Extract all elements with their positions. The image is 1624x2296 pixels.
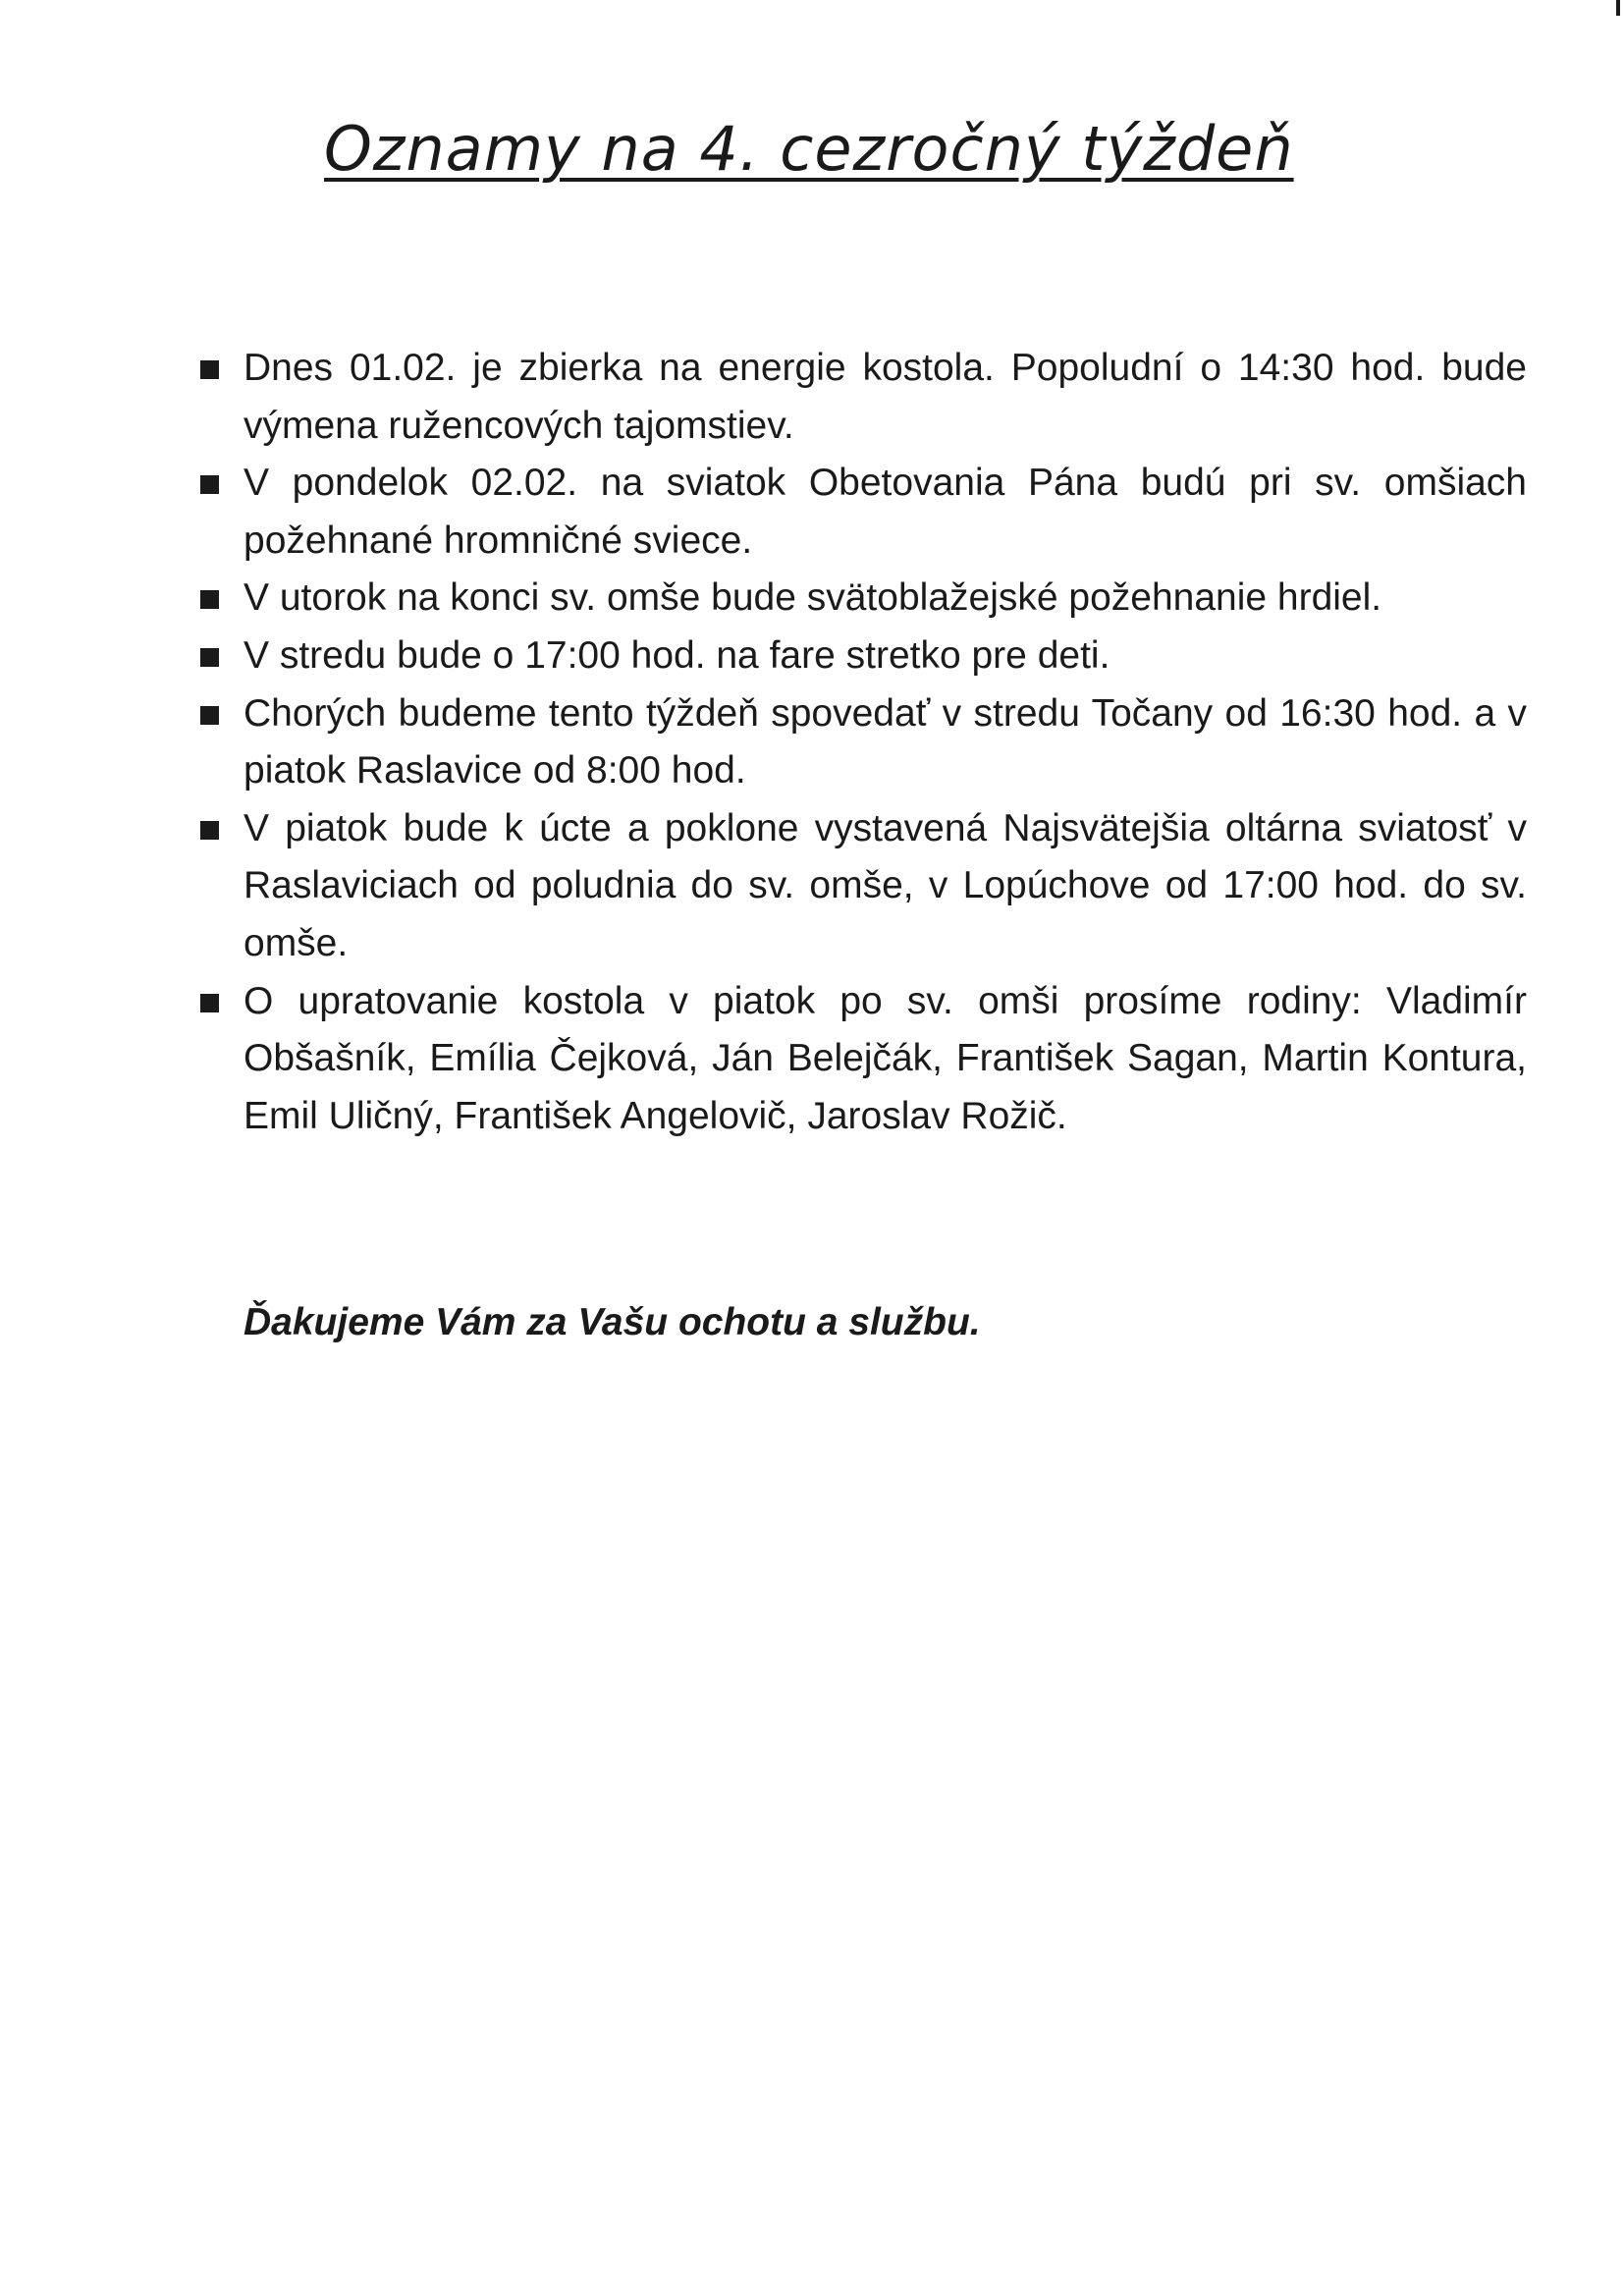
scan-edge-mark xyxy=(1616,0,1620,16)
square-bullet-icon xyxy=(200,821,219,840)
square-bullet-icon xyxy=(200,475,219,494)
page-title: Oznamy na 4. cezročný týždeň xyxy=(324,113,1294,185)
announcement-text: O upratovanie kostola v piatok po sv. omši prosíme rodiny: Vladimír Obšašník, Emília Čejková, Ján Belejčák, František Sagan, Martin Kontura, Emil Uličný, František Angelovič, Jaroslav Rožič. xyxy=(244,979,1527,1137)
announcement-text: V utorok na konci sv. omše bude svätoblažejské požehnanie hrdiel. xyxy=(244,576,1382,620)
square-bullet-icon xyxy=(200,706,219,725)
square-bullet-icon xyxy=(200,994,219,1012)
square-bullet-icon xyxy=(200,590,219,609)
closing-thanks: Ďakujeme Vám za Vašu ochotu a službu. xyxy=(244,1301,981,1343)
announcement-text: Dnes 01.02. je zbierka na energie kostola. Popoludní o 14:30 hod. bude výmena ružencových tajomstiev. xyxy=(244,347,1527,447)
square-bullet-icon xyxy=(200,648,219,667)
announcement-text: V stredu bude o 17:00 hod. na fare stretko pre deti. xyxy=(244,633,1110,677)
announcement-list xyxy=(196,340,1527,1145)
announcement-text: V piatok bude k úcte a poklone vystavená Najsvätejšia oltárna sviatosť v Raslaviciach od poludnia do sv. omše, v Lopúchove od 17:00 hod. do sv. omše. xyxy=(244,806,1527,964)
announcement-item xyxy=(196,628,1527,685)
announcement-text: Chorých budeme tento týždeň spovedať v stredu Točany od 16:30 hod. a v piatok Raslavice od 8:00 hod. xyxy=(244,691,1527,793)
announcement-text: V pondelok 02.02. na sviatok Obetovania Pána budú pri sv. omšiach požehnané hromničné sviece. xyxy=(244,462,1527,562)
announcement-item xyxy=(196,340,1527,455)
announcement-item xyxy=(196,455,1527,570)
announcement-item xyxy=(196,570,1527,628)
announcement-item xyxy=(196,973,1527,1146)
announcement-item xyxy=(196,685,1527,800)
square-bullet-icon xyxy=(200,360,219,379)
announcement-item xyxy=(196,800,1527,973)
